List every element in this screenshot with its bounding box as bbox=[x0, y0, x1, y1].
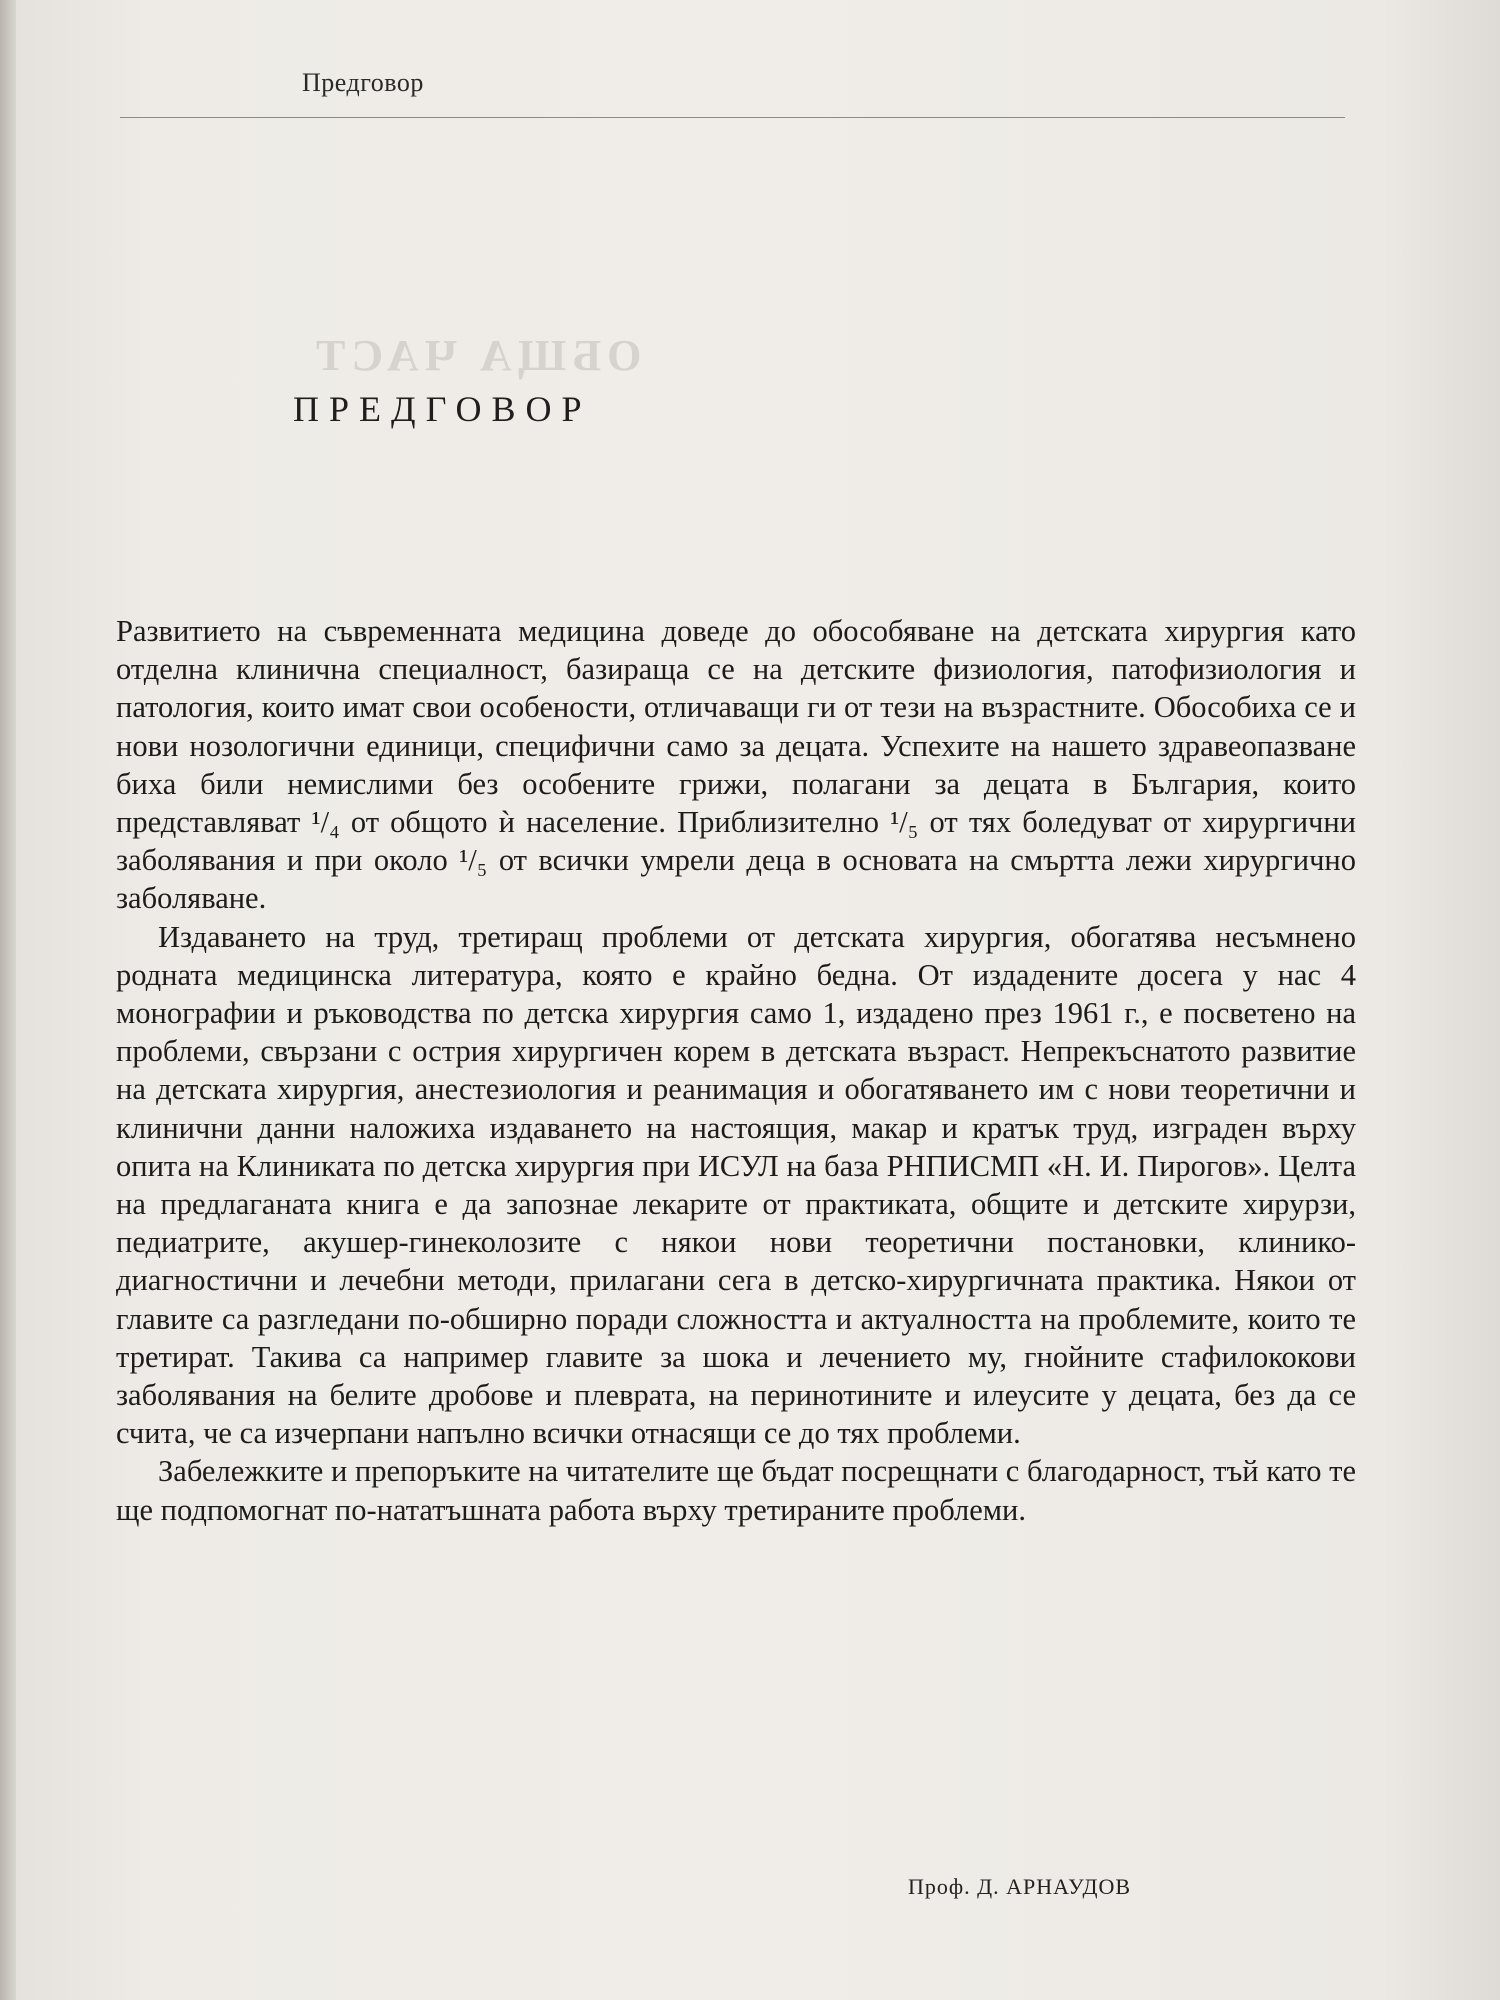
header-rule bbox=[120, 117, 1345, 118]
book-gutter bbox=[0, 0, 16, 2000]
bleed-through-text: ОБЩА ЧАСТ bbox=[310, 331, 642, 380]
paragraph-1: Развитието на съвременната медицина доведе до обособяване на детската хирургия като отделна клинична специалност, базираща се на детските физиология, патофизиология и патология, които имат свои особености, отличаващи ги от тези на възрастните. Обособиха се и нови нозологични единици, специфични само за децата. Успехите на нашето здравеопазване биха били немислими без особените грижи, полагани за децата в България, които представляват ¹/₄ от общото ѝ население. Приблизително ¹/₅ от тях боледуват от хирургични заболявания и при около ¹/₅ от всички умрели деца в основата на смъртта лежи хирургично заболяване. bbox=[116, 614, 1356, 916]
chapter-title: ПРЕДГОВОР bbox=[293, 389, 592, 429]
paragraph-3: Забележките и препоръките на читателите ще бъдат посрещнати с благодарност, тъй като те ще подпомогнат по-нататъшната работа върху третираните проблеми. bbox=[116, 1454, 1356, 1527]
running-head: Предговор bbox=[302, 68, 424, 97]
author-signature: Проф. Д. АРНАУДОВ bbox=[908, 1874, 1132, 1899]
preface-body bbox=[116, 612, 1356, 1529]
paragraph-2: Издаването на труд, третиращ проблеми от детската хирургия, обогатява несъмнено родната медицинска литература, която е крайно бедна. От издадените досега у нас 4 монографии и ръководства по детска хирургия само 1, издадено през 1961 г., е посветено на проблеми, свързани с острия хирургичен корем в детската възраст. Непрекъснатото развитие на детската хирургия, анестезиология и реанимация и обогатяването им с нови теоретични и клинични данни наложиха издаването на настоящия, макар и кратък труд, изграден върху опита на Клиниката по детска хирургия при ИСУЛ на база РНПИСМП «Н. И. Пирогов». Целта на предлаганата книга е да запознае лекарите от практиката, общите и детските хирурзи, педиатрите, акушер-гинеколозите с някои нови теоретични постановки, клинико-диагностични и лечебни методи, прилагани сега в детско-хирургичната практика. Някои от главите са разгледани по-обширно поради сложността и актуалността на проблемите, които те третират. Такива са например главите за шока и лечението му, гнойните стафилококови заболявания на белите дробове и плеврата, на перинотините и илеусите у децата, без да се счита, че са изчерпани напълно всички отнасящи се до тях проблеми. bbox=[116, 919, 1356, 1451]
